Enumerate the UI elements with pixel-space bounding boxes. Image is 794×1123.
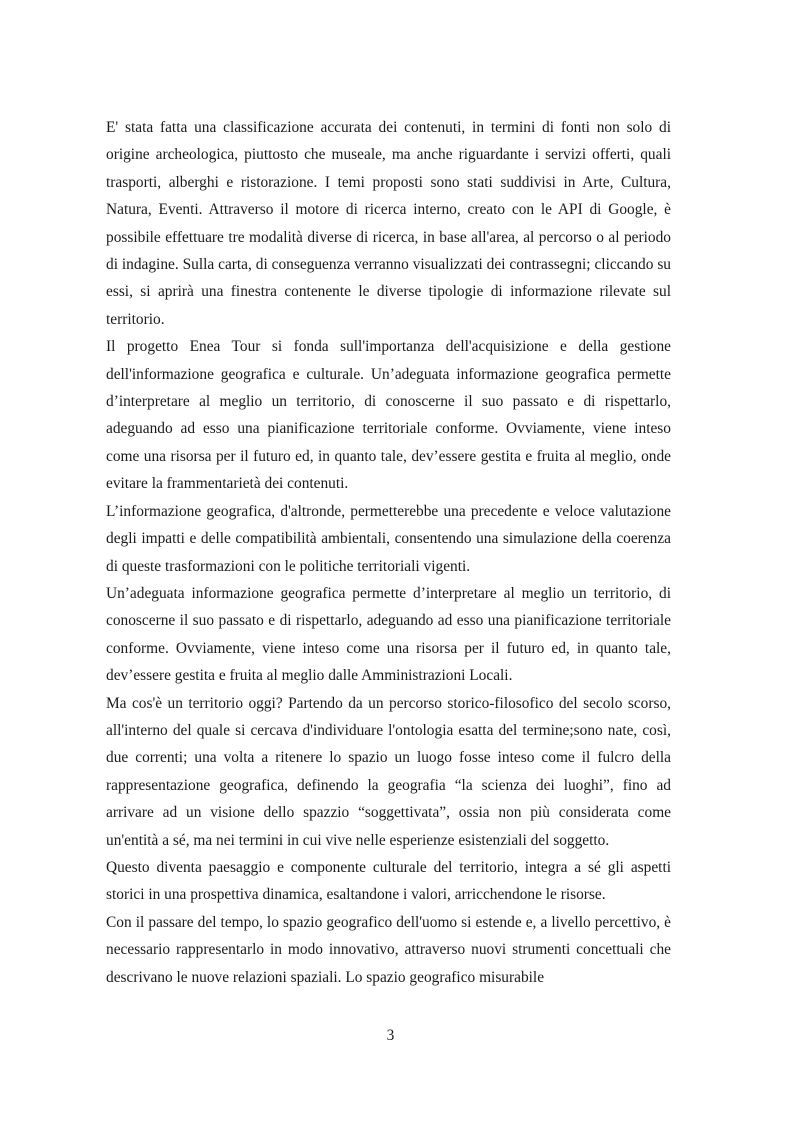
paragraph-geographic-space: Con il passare del tempo, lo spazio geografico dell'uomo si estende e, a livello percettivo, è necessario rappresentarlo in modo innovativo, attraverso nuovi strumenti concettuali che descrivano le nuove relazioni spaziali. Lo spazio geografico misurabile <box>106 913 671 986</box>
paragraph-enea-tour: Il progetto Enea Tour si fonda sull'importanza dell'acquisizione e della gestione dell'informazione geografica e culturale. Un’adeguata informazione geografica permette d’interpretare al meglio un territorio, di conoscerne il suo passato e di rispettarlo, adeguando ad esso una pianificazione territoriale conforme. Ovviamente, viene inteso come una risorsa per il futuro ed, in quanto tale, dev’essere gestita e fruita al meglio, onde evitare la frammentarietà dei contenuti. <box>106 338 671 493</box>
paragraph-landscape: Questo diventa paesaggio e componente culturale del territorio, integra a sé gli aspetti storici in una prospettiva dinamica, esaltandone i valori, arricchendone le risorse. <box>106 858 671 904</box>
paragraph-territory-today: Ma cos'è un territorio oggi? Partendo da un percorso storico-filosofico del secolo scorso, all'interno del quale si cercava d'individuare l'ontologia esatta del termine;sono nate, così, due correnti; una volta a ritenere lo spazio un luogo fosse inteso come il fulcro della rappresentazione geografica, definendo la geografia “la scienza dei luoghi”, fino ad arrivare ad un visione dello spazzio “soggettivata”, ossia non più considerata come un'entità a sé, ma nei termini in cui vive nelle esperienze esistenziali del soggetto. <box>106 694 671 849</box>
paragraph-classification: E' stata fatta una classificazione accurata dei contenuti, in termini di fonti non solo di origine archeologica, piuttosto che museale, ma anche riguardante i servizi offerti, quali trasporti, alberghi e ristorazione. I temi proposti sono stati suddivisi in Arte, Cultura, Natura, Eventi. Attraverso il motore di ricerca interno, creato con le API di Google, è possibile effettuare tre modalità diverse di ricerca, in base all'area, al percorso o al periodo di indagine. Sulla carta, di conseguenza verranno visualizzati dei contrassegni; cliccando su essi, si aprirà una finestra contenente le diverse tipologie di informazione rilevate sul territorio. <box>106 119 671 328</box>
paragraph-geographic-information: L’informazione geografica, d'altronde, permetterebbe una precedente e veloce valutazione degli impatti e delle compatibilità ambientali, consentendo una simulazione della coerenza di queste trasformazioni con le politiche territoriali vigenti. <box>106 502 671 575</box>
page-number: 3 <box>386 1027 395 1044</box>
paragraph-adequate-information: Un’adeguata informazione geografica permette d’interpretare al meglio un territorio, di conoscerne il suo passato e di rispettarlo, adeguando ad esso una pianificazione territoriale conforme. Ovviamente, viene inteso come una risorsa per il futuro ed, in quanto tale, dev’essere gestita e fruita al meglio dalle Amministrazioni Locali. <box>106 584 671 685</box>
body-text <box>106 114 671 991</box>
